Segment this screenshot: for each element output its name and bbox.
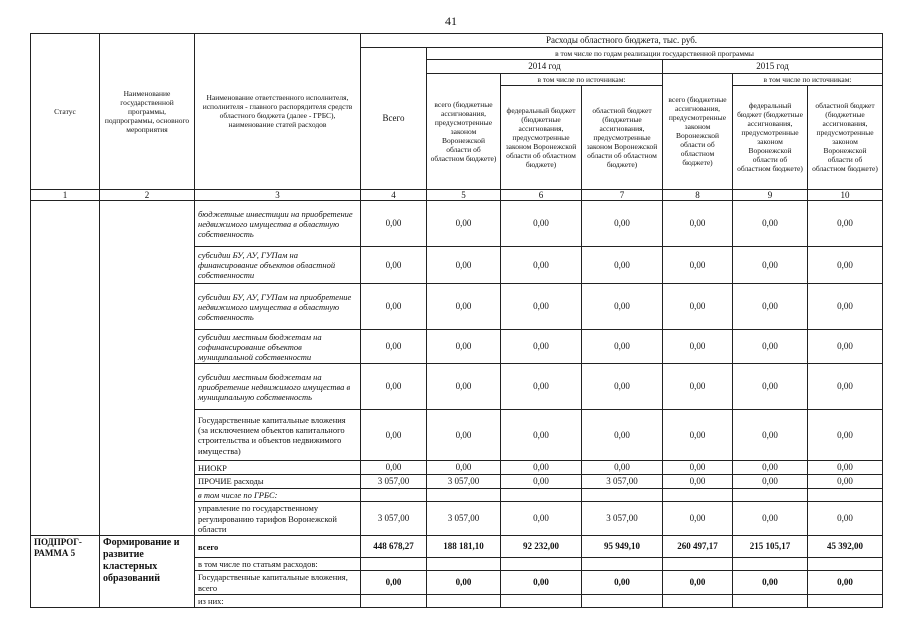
row-description: субсидии местным бюджетам на софинансирование объектов муниципальной собственности: [195, 330, 361, 364]
value-cell: 0,00: [427, 247, 501, 284]
value-cell: 0,00: [663, 201, 733, 247]
value-cell: 0,00: [733, 330, 808, 364]
row-description: ПРОЧИЕ расходы: [195, 475, 361, 489]
value-cell: 95 949,10: [582, 536, 663, 558]
row-description: субсидии местным бюджетам на приобретение недвижимого имущества в муниципальную собственность: [195, 364, 361, 410]
value-cell: 0,00: [582, 201, 663, 247]
row-description: Государственные капитальные вложения, всего: [195, 571, 361, 594]
header-by-sources-2014: в том числе по источникам:: [501, 73, 663, 85]
value-cell: 0,00: [582, 461, 663, 475]
header-status: Статус: [31, 34, 100, 190]
value-cell: [808, 488, 883, 501]
value-cell: 0,00: [361, 364, 427, 410]
header-year-2014: 2014 год: [427, 59, 663, 73]
value-cell: [582, 558, 663, 571]
value-cell: 0,00: [808, 284, 883, 330]
value-cell: 188 181,10: [427, 536, 501, 558]
budget-table: [30, 33, 883, 608]
value-cell: 3 057,00: [427, 475, 501, 489]
value-cell: 0,00: [808, 364, 883, 410]
value-cell: 3 057,00: [582, 502, 663, 536]
value-cell: 0,00: [427, 410, 501, 461]
header-all-2014: всего (бюджетные ассигнования, предусмотренные законом Воронежской области об областном бюджете): [427, 73, 501, 189]
header-all-2015: всего (бюджетные ассигнования, предусмотренные законом Воронежской области об областном бюджете): [663, 73, 733, 189]
value-cell: [733, 488, 808, 501]
value-cell: [361, 558, 427, 571]
value-cell: 0,00: [427, 330, 501, 364]
column-number-2: 2: [100, 189, 195, 201]
value-cell: 92 232,00: [501, 536, 582, 558]
value-cell: 0,00: [501, 502, 582, 536]
value-cell: [361, 594, 427, 607]
program-cell: [100, 201, 195, 536]
value-cell: 0,00: [361, 410, 427, 461]
value-cell: 0,00: [663, 247, 733, 284]
value-cell: 0,00: [427, 571, 501, 594]
value-cell: 3 057,00: [361, 475, 427, 489]
value-cell: 0,00: [582, 571, 663, 594]
value-cell: 0,00: [501, 364, 582, 410]
value-cell: 0,00: [808, 502, 883, 536]
header-by-years: в том числе по годам реализации государственной программы: [427, 47, 883, 59]
value-cell: 0,00: [733, 284, 808, 330]
value-cell: [501, 558, 582, 571]
row-description: в том числе по ГРБС:: [195, 488, 361, 501]
header-regional-2014: областной бюджет (бюджетные ассигнования, предусмотренные законом Воронежской области об областном бюджете): [582, 85, 663, 189]
value-cell: 448 678,27: [361, 536, 427, 558]
row-description: НИОКР: [195, 461, 361, 475]
value-cell: 0,00: [582, 410, 663, 461]
value-cell: 0,00: [427, 284, 501, 330]
value-cell: [427, 558, 501, 571]
row-description: из них:: [195, 594, 361, 607]
value-cell: 0,00: [501, 461, 582, 475]
row-description: управление по государственному регулированию тарифов Воронежской области: [195, 502, 361, 536]
value-cell: 0,00: [663, 502, 733, 536]
value-cell: [663, 594, 733, 607]
value-cell: 0,00: [663, 461, 733, 475]
value-cell: 0,00: [501, 284, 582, 330]
value-cell: 0,00: [361, 330, 427, 364]
row-description: бюджетные инвестиции на приобретение недвижимого имущества в областную собственность: [195, 201, 361, 247]
value-cell: 0,00: [733, 571, 808, 594]
header-year-2015: 2015 год: [663, 59, 883, 73]
value-cell: [663, 488, 733, 501]
page-number: 41: [445, 14, 457, 28]
column-number-5: 5: [427, 189, 501, 201]
value-cell: [427, 594, 501, 607]
header-program-name: Наименование государственной программы, подпрограммы, основного мероприятия: [100, 34, 195, 190]
value-cell: 0,00: [361, 461, 427, 475]
value-cell: 0,00: [501, 247, 582, 284]
value-cell: 0,00: [582, 284, 663, 330]
column-number-7: 7: [582, 189, 663, 201]
value-cell: 3 057,00: [361, 502, 427, 536]
row-description: субсидии БУ, АУ, ГУПам на приобретение недвижимого имущества в областную собственность: [195, 284, 361, 330]
column-number-6: 6: [501, 189, 582, 201]
row-description: Государственные капитальные вложения (за исключением объектов капитального строительства и объектов недвижимого имущества): [195, 410, 361, 461]
value-cell: 0,00: [582, 247, 663, 284]
value-cell: 0,00: [427, 201, 501, 247]
column-number-4: 4: [361, 189, 427, 201]
value-cell: 0,00: [808, 571, 883, 594]
value-cell: 0,00: [582, 364, 663, 410]
subprogram-row: [31, 536, 883, 558]
value-cell: 0,00: [361, 201, 427, 247]
value-cell: 0,00: [501, 201, 582, 247]
column-number-1: 1: [31, 189, 100, 201]
value-cell: [501, 488, 582, 501]
value-cell: 0,00: [808, 247, 883, 284]
table-row: [31, 201, 883, 247]
value-cell: 0,00: [808, 475, 883, 489]
value-cell: 260 497,17: [663, 536, 733, 558]
value-cell: 0,00: [733, 410, 808, 461]
value-cell: [808, 558, 883, 571]
row-description: субсидии БУ, АУ, ГУПам на финансирование объектов областной собственности: [195, 247, 361, 284]
value-cell: [582, 488, 663, 501]
value-cell: 0,00: [663, 571, 733, 594]
value-cell: 215 105,17: [733, 536, 808, 558]
value-cell: 45 392,00: [808, 536, 883, 558]
value-cell: 3 057,00: [582, 475, 663, 489]
header-executor: Наименование ответственного исполнителя, исполнителя - главного распорядителя средств областного бюджета (далее - ГРБС), наименование статей расходов: [195, 34, 361, 190]
row-description: всего: [195, 536, 361, 558]
subprogram-name: Формирование и развитие кластерных образований: [100, 536, 195, 608]
value-cell: 0,00: [663, 330, 733, 364]
header-federal-2014: федеральный бюджет (бюджетные ассигнования, предусмотренные законом Воронежской области об областном бюджете): [501, 85, 582, 189]
value-cell: 0,00: [733, 475, 808, 489]
column-number-9: 9: [733, 189, 808, 201]
column-number-8: 8: [663, 189, 733, 201]
value-cell: 0,00: [361, 284, 427, 330]
value-cell: 0,00: [361, 247, 427, 284]
header-regional-2015: областной бюджет (бюджетные ассигнования, предусмотренные законом Воронежской области об областном бюджете): [808, 85, 883, 189]
value-cell: 0,00: [733, 364, 808, 410]
value-cell: 0,00: [663, 284, 733, 330]
value-cell: 0,00: [733, 201, 808, 247]
value-cell: [663, 558, 733, 571]
value-cell: 0,00: [427, 364, 501, 410]
value-cell: 0,00: [501, 330, 582, 364]
value-cell: 0,00: [663, 410, 733, 461]
value-cell: 0,00: [808, 410, 883, 461]
column-number-3: 3: [195, 189, 361, 201]
value-cell: 0,00: [501, 410, 582, 461]
subprogram-status: ПОДПРОГ-РАММА 5: [31, 536, 100, 608]
value-cell: [361, 488, 427, 501]
value-cell: 0,00: [663, 475, 733, 489]
value-cell: 0,00: [808, 201, 883, 247]
value-cell: 3 057,00: [427, 502, 501, 536]
status-cell: [31, 201, 100, 536]
value-cell: 0,00: [427, 461, 501, 475]
value-cell: 0,00: [501, 475, 582, 489]
value-cell: 0,00: [582, 330, 663, 364]
value-cell: 0,00: [733, 247, 808, 284]
row-description: в том числе по статьям расходов:: [195, 558, 361, 571]
value-cell: [427, 488, 501, 501]
value-cell: 0,00: [733, 502, 808, 536]
value-cell: 0,00: [733, 461, 808, 475]
header-by-sources-2015: в том числе по источникам:: [733, 73, 883, 85]
column-number-10: 10: [808, 189, 883, 201]
value-cell: 0,00: [361, 571, 427, 594]
header-expenses-title: Расходы областного бюджета, тыс. руб.: [361, 34, 883, 48]
value-cell: [733, 558, 808, 571]
value-cell: [733, 594, 808, 607]
value-cell: 0,00: [663, 364, 733, 410]
value-cell: [808, 594, 883, 607]
value-cell: 0,00: [501, 571, 582, 594]
header-federal-2015: федеральный бюджет (бюджетные ассигнования, предусмотренные законом Воронежской области об областном бюджете): [733, 85, 808, 189]
header-total: Всего: [361, 47, 427, 189]
value-cell: [582, 594, 663, 607]
value-cell: [501, 594, 582, 607]
value-cell: 0,00: [808, 461, 883, 475]
value-cell: 0,00: [808, 330, 883, 364]
